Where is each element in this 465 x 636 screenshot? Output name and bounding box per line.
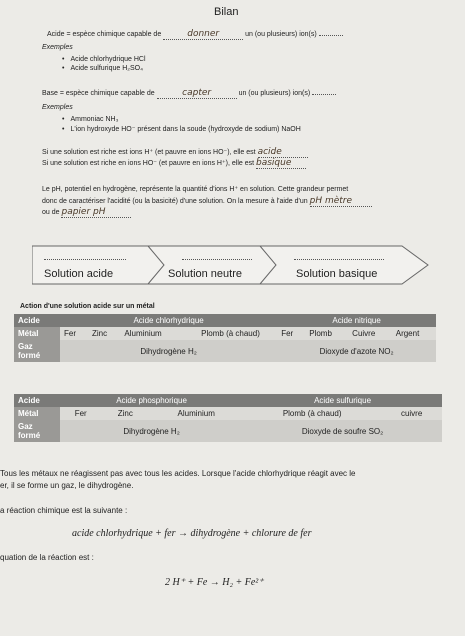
ph-line-1: Le pH, potentiel en hydrogène, représente la quantité d'ions H⁺ en solution. Cette grandeur permet <box>42 186 349 193</box>
t2-gaz-label: Gaz formé <box>14 420 60 442</box>
scale-blank-3 <box>294 259 384 260</box>
t1-gaz-label: Gaz formé <box>14 340 60 362</box>
base-def-answer: capter <box>182 88 212 98</box>
t1-acide-label: Acide <box>14 314 60 327</box>
ph-answer-1: pH mètre <box>309 196 353 206</box>
t2-metal-fer: Fer <box>60 407 101 420</box>
t2-acide-label: Acide <box>14 394 60 407</box>
t1-metal-fer-2: Fer <box>277 327 305 340</box>
example-hcl: • Acide chlorhydrique HCl <box>62 56 146 63</box>
scale-blank-1 <box>44 259 126 260</box>
t1-acide-nitrique: Acide nitrique <box>277 314 436 327</box>
acide-definition <box>47 29 343 40</box>
ph-line-3-text: ou de <box>42 209 60 216</box>
rich-ho-text: Si une solution est riche en ions HO⁻ (et pauvre en ions H⁺), elle est <box>42 160 255 167</box>
equation: 2 H⁺ + Fe → H₂ + Fe²⁺ <box>165 577 264 588</box>
acide-def-suffix: un (ou plusieurs) ion(s) <box>245 31 317 38</box>
reaction-words: acide chlorhydrique + fer → dihydrogène + chlorure de fer <box>72 528 312 539</box>
examples-title-2: Exemples <box>42 104 73 111</box>
para-line-2: er, il se forme un gaz, le dihydrogène. <box>0 481 134 490</box>
acide-def-prefix: Acide = espèce chimique capable de <box>47 31 162 38</box>
scale-basique: Solution basique <box>296 268 378 280</box>
t2-metal-plomb-chaud: Plomb (à chaud) <box>243 407 381 420</box>
ph-line-2-text: donc de caractériser l'acidité (ou la basicité) d'une solution. On la mesure à l'aide d'un <box>42 198 308 205</box>
rich-h-statement <box>42 147 308 158</box>
t2-acide-sulfurique: Acide sulfurique <box>243 394 442 407</box>
scale-neutre: Solution neutre <box>168 268 242 280</box>
t2-acide-phosphorique: Acide phosphorique <box>60 394 243 407</box>
rich-h-text: Si une solution est riche est ions H⁺ (et pauvre en ions HO⁻), elle est <box>42 149 256 156</box>
t1-acide-chlorhydrique: Acide chlorhydrique <box>60 314 277 327</box>
rich-ho-answer: basique <box>256 158 292 168</box>
reaction-intro: a réaction chimique est la suivante : <box>0 506 128 515</box>
t2-metal-aluminium: Aluminium <box>149 407 243 420</box>
ph-scale-arrow <box>32 242 432 288</box>
para-line-1: Tous les métaux ne réagissent pas avec tous les acides. Lorsque l'acide chlorhydrique réagit avec le <box>0 469 356 478</box>
ph-line-2 <box>42 196 372 207</box>
t1-metal-label: Métal <box>14 327 60 340</box>
example-hydroxyde: • L'ion hydroxyde HO⁻ présent dans la soude (hydroxyde de sodium) NaOH <box>62 125 301 133</box>
base-definition <box>42 88 336 99</box>
page-title: Bilan <box>214 6 239 18</box>
base-examples <box>62 116 301 133</box>
base-def-suffix: un (ou plusieurs) ion(s) <box>238 90 311 97</box>
scale-acide: Solution acide <box>44 268 114 280</box>
t1-metal-fer: Fer <box>60 327 88 340</box>
t1-metal-argent: Argent <box>392 327 436 340</box>
scale-blank-2 <box>182 259 252 260</box>
arrow-shape <box>32 242 432 288</box>
metal-table-2 <box>14 394 442 442</box>
t2-gaz-dihydrogene: Dihydrogène H₂ <box>60 420 243 442</box>
equation-intro: quation de la réaction est : <box>0 553 94 562</box>
t1-metal-aluminium: Aluminium <box>120 327 183 340</box>
t2-gaz-dioxyde-soufre: Dioxyde de soufre SO₂ <box>243 420 442 442</box>
acide-def-answer: donner <box>187 29 220 39</box>
examples-title-1: Exemples <box>42 44 73 51</box>
t1-gaz-dioxyde-azote: Dioxyde d'azote NO₂ <box>277 340 436 362</box>
t2-metal-cuivre: cuivre <box>381 407 442 420</box>
ph-answer-2: papier pH <box>61 207 106 217</box>
t2-metal-zinc: Zinc <box>101 407 149 420</box>
rich-h-answer: acide <box>257 147 282 157</box>
t1-gaz-dihydrogene: Dihydrogène H₂ <box>60 340 277 362</box>
t1-metal-zinc: Zinc <box>88 327 120 340</box>
t2-metal-label: Métal <box>14 407 60 420</box>
acid-examples <box>62 56 146 72</box>
rich-ho-statement <box>42 158 306 169</box>
metal-table-1 <box>14 314 436 362</box>
t1-metal-plomb-chaud: Plomb (à chaud) <box>184 327 277 340</box>
action-title: Action d'une solution acide sur un métal <box>20 303 155 310</box>
example-h2so4: • Acide sulfurique H₂SO₄ <box>62 65 146 72</box>
t1-metal-cuivre: Cuivre <box>348 327 392 340</box>
ph-line-3 <box>42 207 131 218</box>
base-def-prefix: Base = espèce chimique capable de <box>42 90 155 97</box>
example-nh3: • Ammoniac NH₃ <box>62 116 301 123</box>
t1-metal-plomb: Plomb <box>305 327 348 340</box>
